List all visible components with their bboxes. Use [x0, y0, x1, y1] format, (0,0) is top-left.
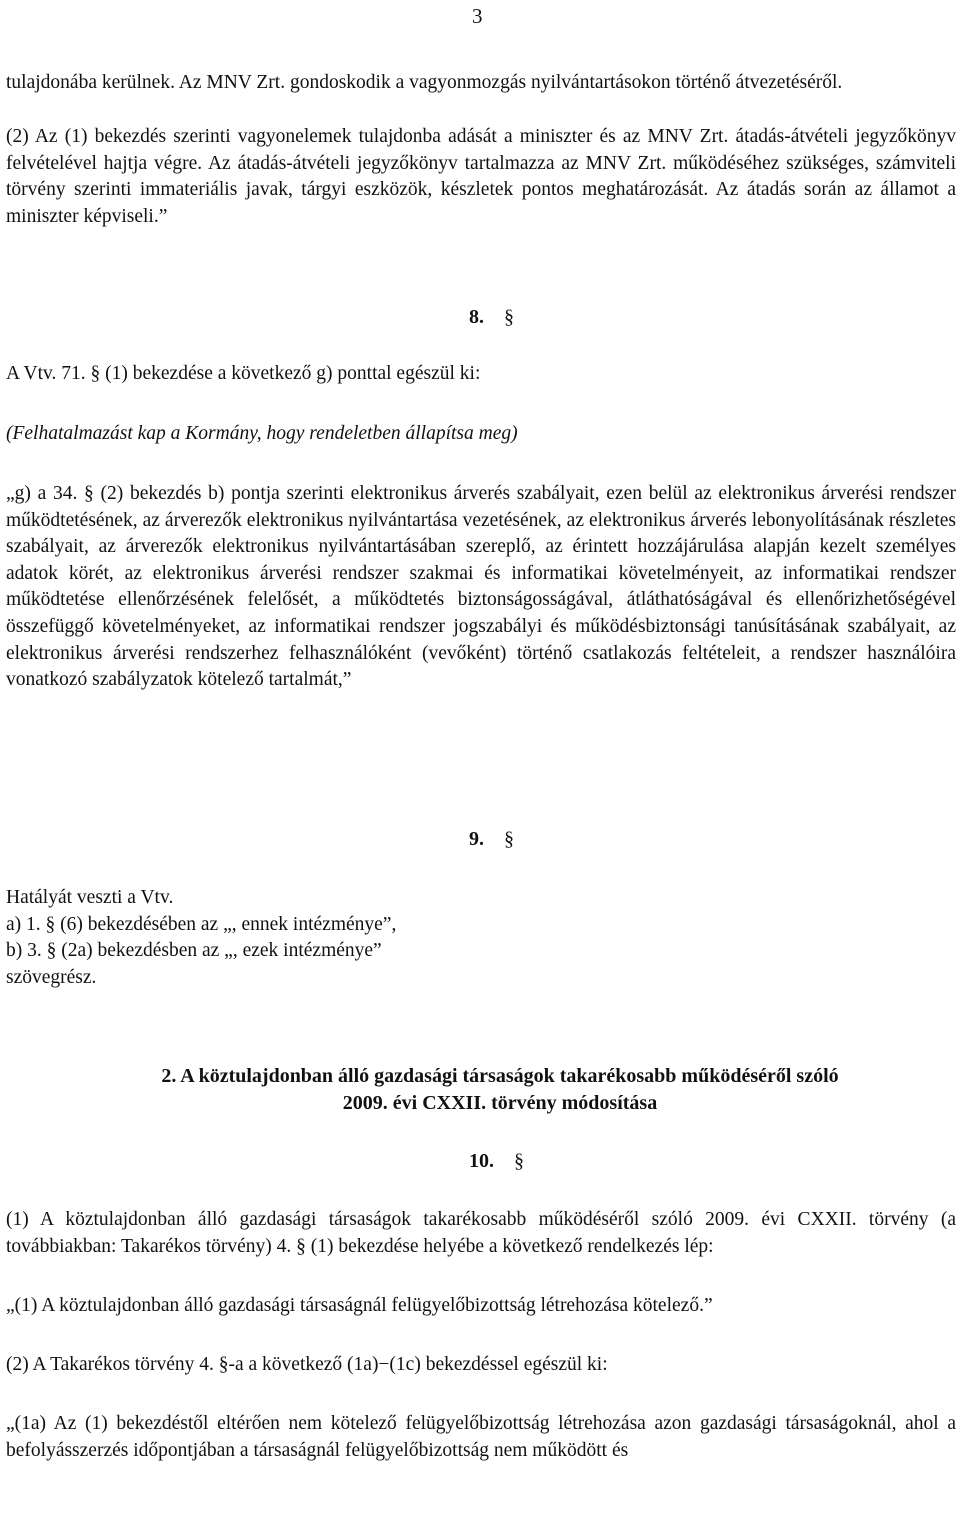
section-8-heading [469, 306, 514, 329]
paragraph-quote-1a: „(1a) Az (1) bekezdéstől eltérően nem kötelező felügyelőbizottság létrehozása azon gazdasági társaságoknál, ahol a befolyásszerzés időpontjában a társaságnál felügyelőbizottság nem működött és [6, 1413, 956, 1461]
section-sign: § [504, 306, 514, 328]
repeal-intro: Hatályát veszti a Vtv. [6, 887, 174, 908]
paragraph-felhatalmazas: (Felhatalmazást kap a Kormány, hogy rendeletben állapítsa meg) [6, 423, 518, 444]
paragraph-10-1: (1) A köztulajdonban álló gazdasági társaságok takarékosabb működéséről szóló 2009. évi CXXII. törvény (a továbbiakban: Takarékos törvény) 4. § (1) bekezdése helyébe a következő rendelkezés lép: [6, 1209, 956, 1257]
chapter-title-line-2: 2009. évi CXXII. törvény módosítása [342, 1092, 658, 1114]
chapter-2-title [40, 1063, 960, 1117]
paragraph-10-2: (2) A Takarékos törvény 4. §-a a következő (1a)−(1c) bekezdéssel egészül ki: [6, 1354, 608, 1375]
paragraph-2: (2) Az (1) bekezdés szerinti vagyonelemek tulajdonba adását a miniszter és az MNV Zrt. átadás-átvételi jegyzőkönyv felvételével hajtja végre. Az átadás-átvételi jegyzőkönyv tartalmazza az MNV Zrt. működéséhez szükséges, számviteli törvény szerinti immateriális javak, tárgyi eszközök, készletek pontos meghatározását. Az átadás során az államot a miniszter képviseli.” [6, 126, 956, 227]
section-number: 8. [469, 306, 484, 328]
section-number: 10. [469, 1150, 494, 1172]
section-sign: § [514, 1150, 524, 1172]
section-number: 9. [469, 828, 484, 850]
repeal-list [6, 885, 956, 991]
paragraph-intro: tulajdonába kerülnek. Az MNV Zrt. gondoskodik a vagyonmozgás nyilvántartásokon történő átvezetéséről. [6, 72, 843, 93]
section-9-heading [469, 828, 514, 851]
repeal-item-b: b) 3. § (2a) bekezdésben az „, ezek intézménye” [6, 940, 382, 962]
section-sign: § [504, 828, 514, 850]
paragraph-g34: „g) a 34. § (2) bekezdés b) pontja szerinti elektronikus árverés szabályait, ezen belül az elektronikus árverési rendszer működtetésének, az árverezők elektronikus nyilvántartása vezetésének, az elektronikus árverés lebonyolításának részletes szabályait, az árverezők elektronikus nyilvántartásában szereplő, az érintett hozzájárulása alapján kezelt személyes adatok körét, az elektronikus árverési rendszer szakmai és informatikai követelményeit, az informatikai rendszer működtetése ellenőrzésének felelősét, a működtetés biztonságosságával, átláthatóságával és ellenőrizhetőségével összefüggő követelményeket, az informatikai rendszer jogszabályi és működésbiztonsági tanúsításának szabályait, az elektronikus árverési rendszerhez felhasználóként (vevőként) történő csatlakozás feltételeit, a rendszer használóira vonatkozó szabályzatok kötelező tartalmát,” [6, 483, 956, 691]
repeal-item-a: a) 1. § (6) bekezdésében az „, ennek intézménye”, [6, 913, 397, 935]
paragraph-vtv-71: A Vtv. 71. § (1) bekezdése a következő g) ponttal egészül ki: [6, 363, 481, 384]
page-number: 3 [472, 4, 483, 28]
section-10-heading [469, 1150, 524, 1173]
paragraph-quote-1: „(1) A köztulajdonban álló gazdasági társaságnál felügyelőbizottság létrehozása kötelező.” [6, 1295, 713, 1316]
chapter-title-line-1: 2. A köztulajdonban álló gazdasági társaságok takarékosabb működéséről szóló [161, 1065, 839, 1087]
repeal-end: szövegrész. [6, 966, 97, 988]
